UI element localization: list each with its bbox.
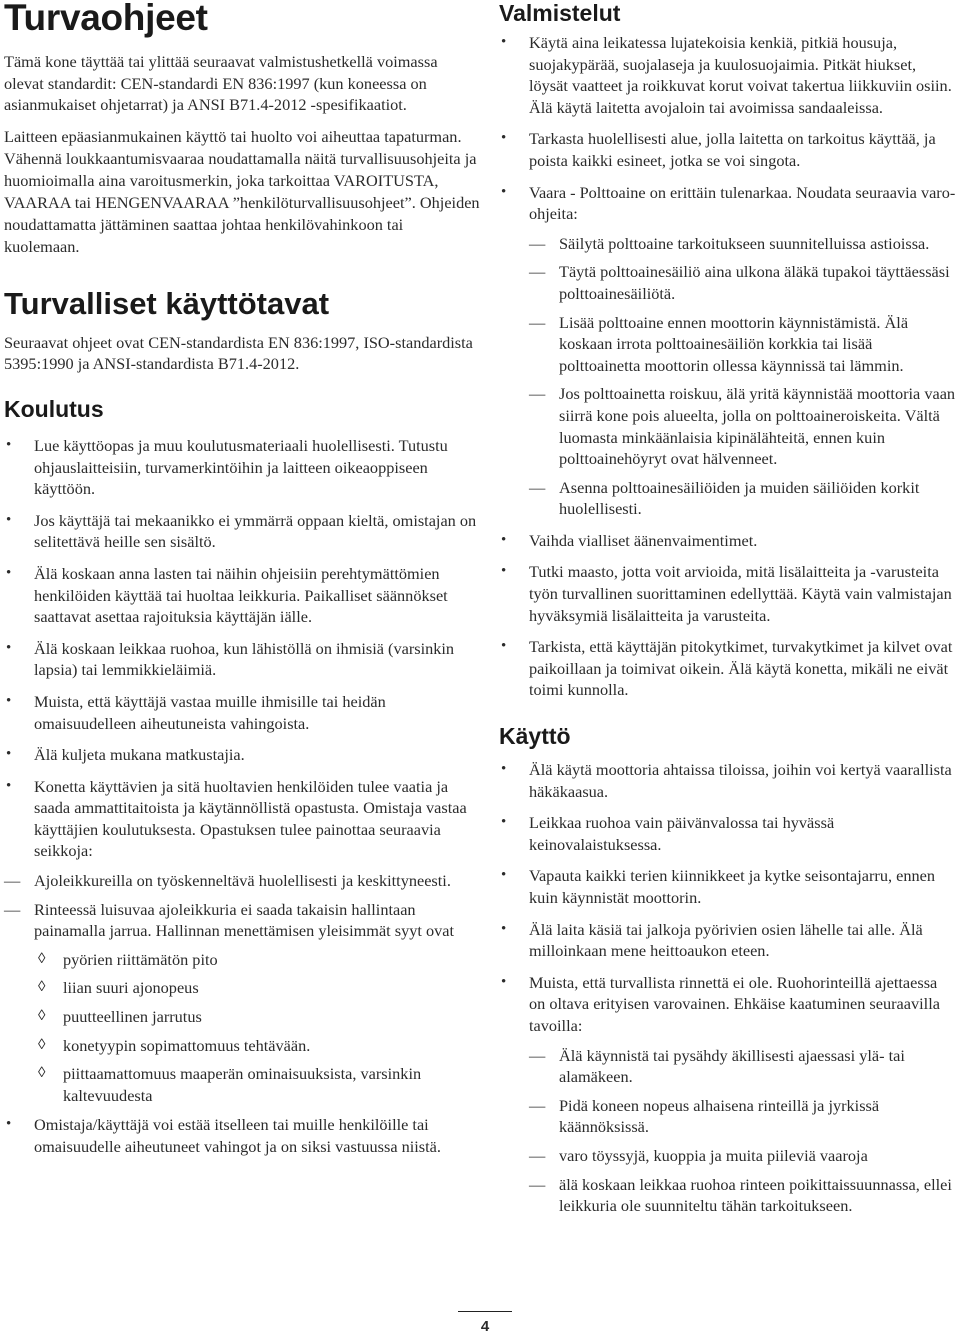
- section-intro: Seuraavat ohjeet ovat CEN-standardista EN 836:1997, ISO-standardista 5395:1990 ja ANSI-standardista B71.4-2012.: [4, 332, 473, 374]
- list-item: • Vapauta kaikki terien kiinnikkeet ja kytke seisontajarru, ennen kuin käynnistät moottorin.: [499, 865, 957, 908]
- dash-item-text: Rinteessä luisuvaa ajoleikkuria ei saada takaisin hallintaan painamalla jarrua. Hallinnan menettämisen yleisimmät syyt ovat: [34, 899, 455, 941]
- valmistelut-heading: Valmistelut: [499, 0, 621, 26]
- list-item: • Tarkasta huolellisesti alue, jolla laitetta on tarkoitus käyttää, ja poista kaikki esineet, jotka se voi singota.: [499, 128, 957, 171]
- training-dash-list: [4, 870, 480, 1106]
- koulutus-list: [4, 435, 480, 1158]
- fuel-dash-list: [529, 233, 957, 520]
- slope-dash-list: [529, 1045, 957, 1217]
- list-item: • Jos käyttäjä tai mekaanikko ei ymmärrä oppaan kieltä, omistajan on selitettävä heille sen sisältö.: [4, 510, 480, 553]
- list-item: • Älä koskaan leikkaa ruohoa, kun lähistöllä on ihmisiä (varsinkin lapsia) tai lemmikkieläimiä.: [4, 638, 480, 681]
- list-item: • Tutki maasto, jotta voit arvioida, mitä lisälaitteita ja -varusteita työn turvallinen suorittaminen edellyttää. Käytä vain valmistajan hyväksymiä lisälaitteita ja varusteita.: [499, 561, 957, 626]
- dash-item: — Pidä koneen nopeus alhaisena rinteillä ja jyrkissä käännöksissä.: [529, 1095, 957, 1138]
- list-item: • Omistaja/käyttäjä voi estää itselleen tai muille henkilöille tai omaisuudelle aiheutuneet vahingot ja on siksi vastuussa niistä.: [4, 1114, 480, 1157]
- dash-item: — Ajoleikkureilla on työskenneltävä huolellisesti ja keskittyneesti.: [4, 870, 480, 892]
- dash-item: — varo töyssyjä, kuoppia ja muita piileviä vaaroja: [529, 1145, 957, 1167]
- slope-item-text: Muista, että turvallista rinnettä ei ole. Ruohorinteillä ajettaessa on oltava erityisen varovainen. Ehkäise kaatuminen seuraavilla tavoilla:: [529, 972, 940, 1035]
- list-item: • Käytä aina leikatessa lujatekoisia kenkiä, pitkiä housuja, suojakypärää, suojalaseja ja kuulosuojaimia. Pitkät hiukset, löysät vaatteet ja roikkuvat korut voivat takertua liikkuviin osiin. Älä käytä laitetta avojaloin tai avoimissa sandaaleissa.: [499, 32, 957, 118]
- page-number: 4: [458, 1311, 512, 1335]
- dash-item: [4, 899, 480, 1107]
- list-item: [499, 972, 957, 1217]
- dash-item: — Täytä polttoainesäiliö aina ulkona äläkä tupakoi täyttäessäsi polttoainesäiliötä.: [529, 261, 957, 304]
- list-item: • Älä laita käsiä tai jalkoja pyörivien osien lähelle tai alle. Älä milloinkaan mene heittoaukon eteen.: [499, 919, 957, 962]
- dash-item: — Älä käynnistä tai pysähdy äkillisesti ajaessasi ylä- tai alamäkeen.: [529, 1045, 957, 1088]
- standards-intro: Tämä kone täyttää tai ylittää seuraavat valmistushetkellä voimassa olevat standardit: CEN-standardi EN 836:1997 (kun koneessa on asianmukaiset ohjetarrat) ja ANSI B71.4-2012 -spesifikaatiot.: [4, 52, 438, 115]
- list-item: • Lue käyttöopas ja muu koulutusmateriaali huolellisesti. Tutustu ohjauslaitteisiin, turvamerkintöihin ja laitteen oikeaoppiseen käyttöön.: [4, 435, 480, 500]
- list-item: • Älä käytä moottoria ahtaissa tiloissa, joihin voi kertyä vaarallista häkäkaasua.: [499, 759, 957, 802]
- dash-item: — Säilytä polttoaine tarkoitukseen suunnitelluissa astioissa.: [529, 233, 957, 255]
- cause-item: ◊ konetyypin sopimattomuus tehtävään.: [4, 1035, 480, 1057]
- cause-item: ◊ puutteellinen jarrutus: [4, 1006, 480, 1028]
- dash-item: — Lisää polttoaine ennen moottorin käynnistämistä. Älä koskaan irrota polttoainesäiliön korkkia tai lisää polttoainetta moottorin ollessa käynnissä tai lämmin.: [529, 312, 957, 377]
- kaytto-list: [499, 759, 957, 1217]
- list-item: [4, 776, 480, 1107]
- list-item: • Muista, että käyttäjä vastaa muille ihmisille tai heidän omaisuudelleen aiheutuneista vahingoista.: [4, 691, 480, 734]
- valmistelut-list: [499, 32, 957, 701]
- dash-item: — älä koskaan leikkaa ruohoa rinteen poikittaissuunnassa, ellei leikkuria ole suunniteltu tähän tarkoitukseen.: [529, 1174, 957, 1217]
- safety-warning: Laitteen epäasianmukainen käyttö tai huolto voi aiheuttaa tapaturman. Vähennä loukkaantumisvaaraa noudattamalla näitä turvallisuusohjeita ja huomioimalla aina varoitusmerkin, joka tarkoittaa VAROITUSTA, VAARAA tai HENGENVAARAA ”henkilöturvallisuusohjeet”. Ohjeiden noudattamatta jättäminen saattaa johtaa henkilövahinkoon tai kuolemaan.: [4, 126, 480, 256]
- dash-item: — Jos polttoainetta roiskuu, älä yritä käynnistää moottoria vaan siirrä kone pois alueelta, jolla on polttoaineroiskeita. Vältä luomasta minkäänlaisia kipinälähteitä, ennen kuin polttoainehöyryt ovat hälvenneet.: [529, 383, 957, 469]
- right-column: [499, 0, 957, 1227]
- page-title: Turvaohjeet: [4, 0, 208, 38]
- list-item: [499, 182, 957, 520]
- kaytto-heading: Käyttö: [499, 723, 571, 750]
- list-item: • Leikkaa ruohoa vain päivänvalossa tai hyvässä keinovalaistuksessa.: [499, 812, 957, 855]
- list-item: • Älä koskaan anna lasten tai näihin ohjeisiin perehtymättömien henkilöiden käyttää tai huoltaa leikkuria. Paikalliset säännökset saattavat asettaa rajoituksia käyttäjän iälle.: [4, 563, 480, 628]
- causes-list: [4, 949, 480, 1107]
- dash-item: — Asenna polttoainesäiliöiden ja muiden säiliöiden korkit huolellisesti.: [529, 477, 957, 520]
- list-item: • Älä kuljeta mukana matkustajia.: [4, 744, 480, 766]
- cause-item: ◊ pyörien riittämätön pito: [4, 949, 480, 971]
- left-column: [4, 0, 480, 1168]
- cause-item: ◊ piittaamattomuus maaperän ominaisuuksista, varsinkin kaltevuudesta: [4, 1063, 480, 1106]
- list-item: • Tarkista, että käyttäjän pitokytkimet, turvakytkimet ja kilvet ovat paikoillaan ja toimivat oikein. Älä käytä konetta, mikäli ne eivät toimi kunnolla.: [499, 636, 957, 701]
- training-item-text: Konetta käyttävien ja sitä huoltavien henkilöiden tulee vaatia ja saada ammattitaitoista ja käytännöllistä opastusta. Omistaja vastaa käyttäjien koulutuksesta. Opastuksen tulee painottaa seuraavia seikkoja:: [34, 776, 467, 861]
- cause-item: ◊ liian suuri ajonopeus: [4, 977, 480, 999]
- fuel-item-text: Vaara - Polttoaine on erittäin tulenarkaa. Noudata seuraavia varo-ohjeita:: [529, 182, 956, 224]
- section-title: Turvalliset käyttötavat: [4, 285, 330, 321]
- list-item: • Vaihda vialliset äänenvaimentimet.: [499, 530, 957, 552]
- koulutus-heading: Koulutus: [4, 395, 104, 422]
